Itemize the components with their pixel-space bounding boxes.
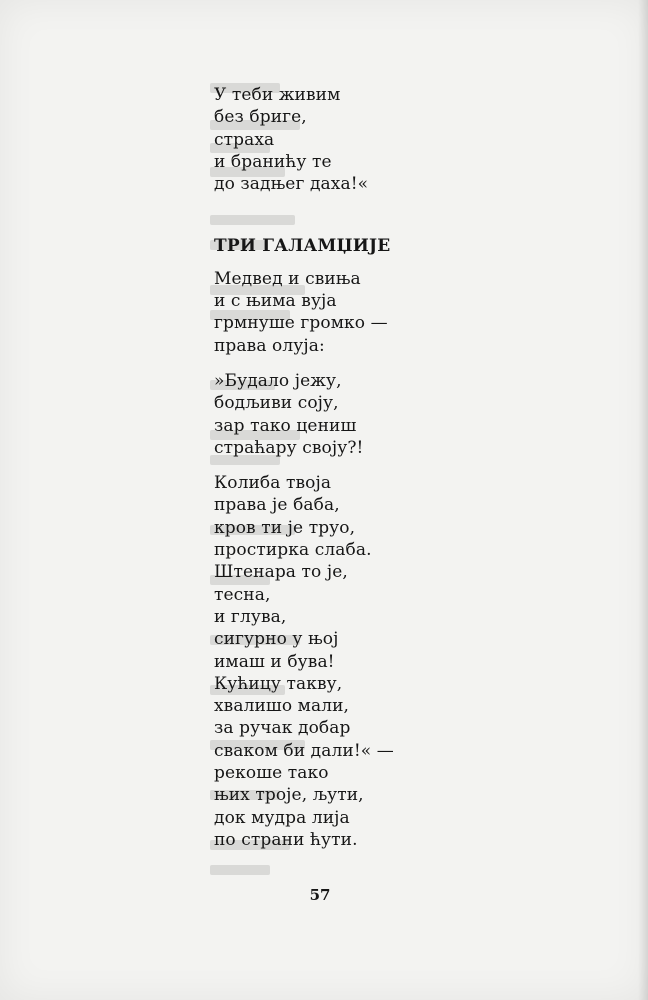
verse-line: зар тако цениш <box>214 415 357 436</box>
verse-line: сигурно у њој <box>214 629 339 650</box>
verse-line: У теби живим <box>214 85 341 105</box>
stanza-3 <box>214 472 454 851</box>
verse-line: њих троје, љути, <box>214 785 364 806</box>
verse-line: тесна, <box>214 584 271 605</box>
verse-line: Медвед и свиња <box>214 268 361 289</box>
verse-line: права олуја: <box>214 335 325 356</box>
verse-line: грмнуше громко — <box>214 313 388 334</box>
verse-line: кров ти је труо, <box>214 517 356 538</box>
verse-line: права је баба, <box>214 495 340 516</box>
verse-line: Штенара то је, <box>214 562 348 583</box>
poem-text <box>214 84 454 851</box>
verse-line: до задњег даха!« <box>214 174 369 195</box>
stanza-1 <box>214 268 454 357</box>
stanza-2 <box>214 370 454 459</box>
verse-line: по страни ћути. <box>214 829 358 850</box>
verse-line: и с њима вуја <box>214 291 337 312</box>
verse-line: хвалишо мали, <box>214 696 350 717</box>
verse-line: за ручак добар <box>214 718 351 739</box>
verse-line: страћару своју?! <box>214 437 364 458</box>
stanza-top <box>214 84 454 195</box>
verse-line: бодљиви соју, <box>214 393 339 414</box>
verse-line: док мудра лија <box>214 807 350 828</box>
verse-line: Кућицу такву, <box>214 673 343 694</box>
poem-title: ТРИ ГАЛАМЏИЈЕ <box>214 236 391 257</box>
page-edge-shadow <box>638 0 648 1000</box>
verse-line: сваком би дали!« — <box>214 740 394 761</box>
verse-line: и бранићу те <box>214 151 332 172</box>
verse-line: имаш и бува! <box>214 651 335 672</box>
verse-line: и глува, <box>214 606 287 627</box>
verse-line: »Будало јежу, <box>214 370 342 391</box>
verse-line: простирка слаба. <box>214 540 372 561</box>
page-number: 57 <box>309 886 331 904</box>
verse-line: страха <box>214 129 275 150</box>
verse-line: Колиба твоја <box>214 473 332 494</box>
verse-line: рекоше тако <box>214 763 329 784</box>
verse-line: без бриге, <box>214 107 307 128</box>
